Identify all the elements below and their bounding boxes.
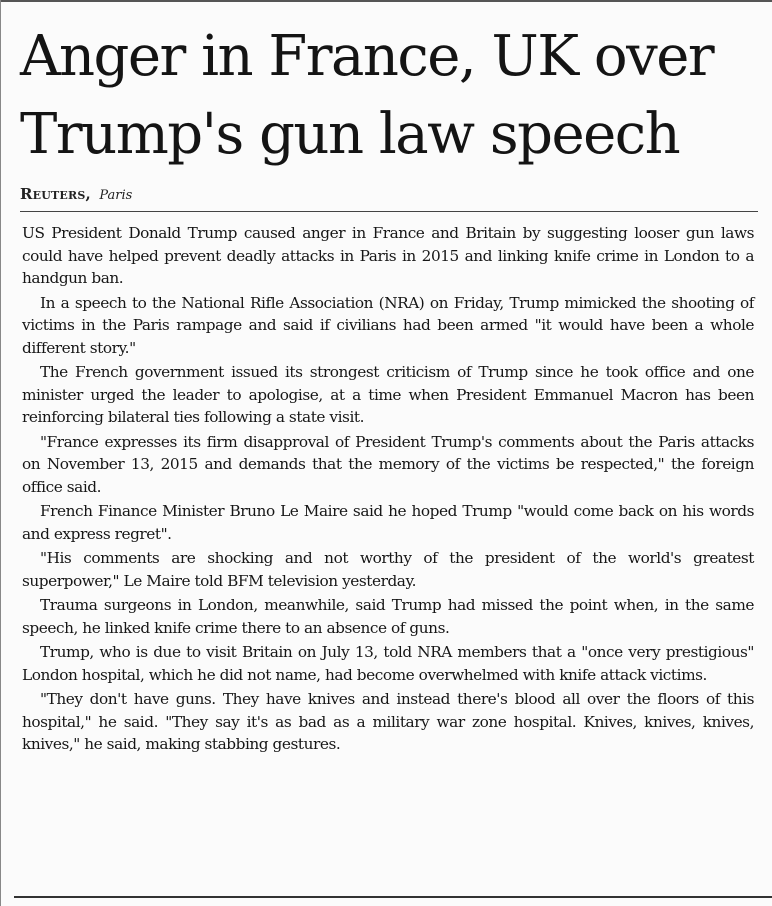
article-paragraph: "His comments are shocking and not worthy of the president of the world's greatest superpower," Le Maire told BFM television yesterday. bbox=[22, 549, 754, 590]
article-paragraph: Trump, who is due to visit Britain on July 13, told NRA members that a "once very prestigious" London hospital, which he did not name, had become overwhelmed with knife attack victims. bbox=[22, 643, 754, 684]
article-body bbox=[22, 222, 754, 758]
article-paragraph: French Finance Minister Bruno Le Maire said he hoped Trump "would come back on his words and express regret". bbox=[22, 502, 754, 543]
left-border bbox=[0, 0, 1, 906]
bottom-divider bbox=[14, 896, 772, 898]
article-paragraph: US President Donald Trump caused anger in France and Britain by suggesting looser gun laws could have helped prevent deadly attacks in Paris in 2015 and linking knife crime in London to a handgun ban. bbox=[22, 224, 754, 287]
top-border bbox=[0, 0, 772, 2]
byline-dateline: Paris bbox=[99, 188, 133, 203]
headline: Anger in France, UK over Trump's gun law speech bbox=[20, 24, 714, 167]
byline-divider bbox=[20, 211, 758, 212]
article-paragraph: "They don't have guns. They have knives and instead there's blood all over the floors of this hospital," he said. "They say it's as bad as a military war zone hospital. Knives, knives, knives, knives," he said, making stabbing gestures. bbox=[22, 690, 754, 753]
article-paragraph: The French government issued its strongest criticism of Trump since he took office and one minister urged the leader to apologise, at a time when President Emmanuel Macron has been reinforcing bilateral ties following a state visit. bbox=[22, 363, 754, 426]
byline-agency: Reuters, bbox=[20, 185, 91, 203]
article-paragraph: "France expresses its firm disapproval of President Trump's comments about the Paris attacks on November 13, 2015 and demands that the memory of the victims be respected," the foreign office said. bbox=[22, 432, 754, 496]
byline bbox=[20, 184, 132, 206]
article-paragraph: Trauma surgeons in London, meanwhile, said Trump had missed the point when, in the same speech, he linked knife crime there to an absence of guns. bbox=[22, 596, 754, 637]
article-paragraph: In a speech to the National Rifle Association (NRA) on Friday, Trump mimicked the shooting of victims in the Paris rampage and said if civilians had been armed "it would have been a whole different story." bbox=[22, 293, 754, 357]
